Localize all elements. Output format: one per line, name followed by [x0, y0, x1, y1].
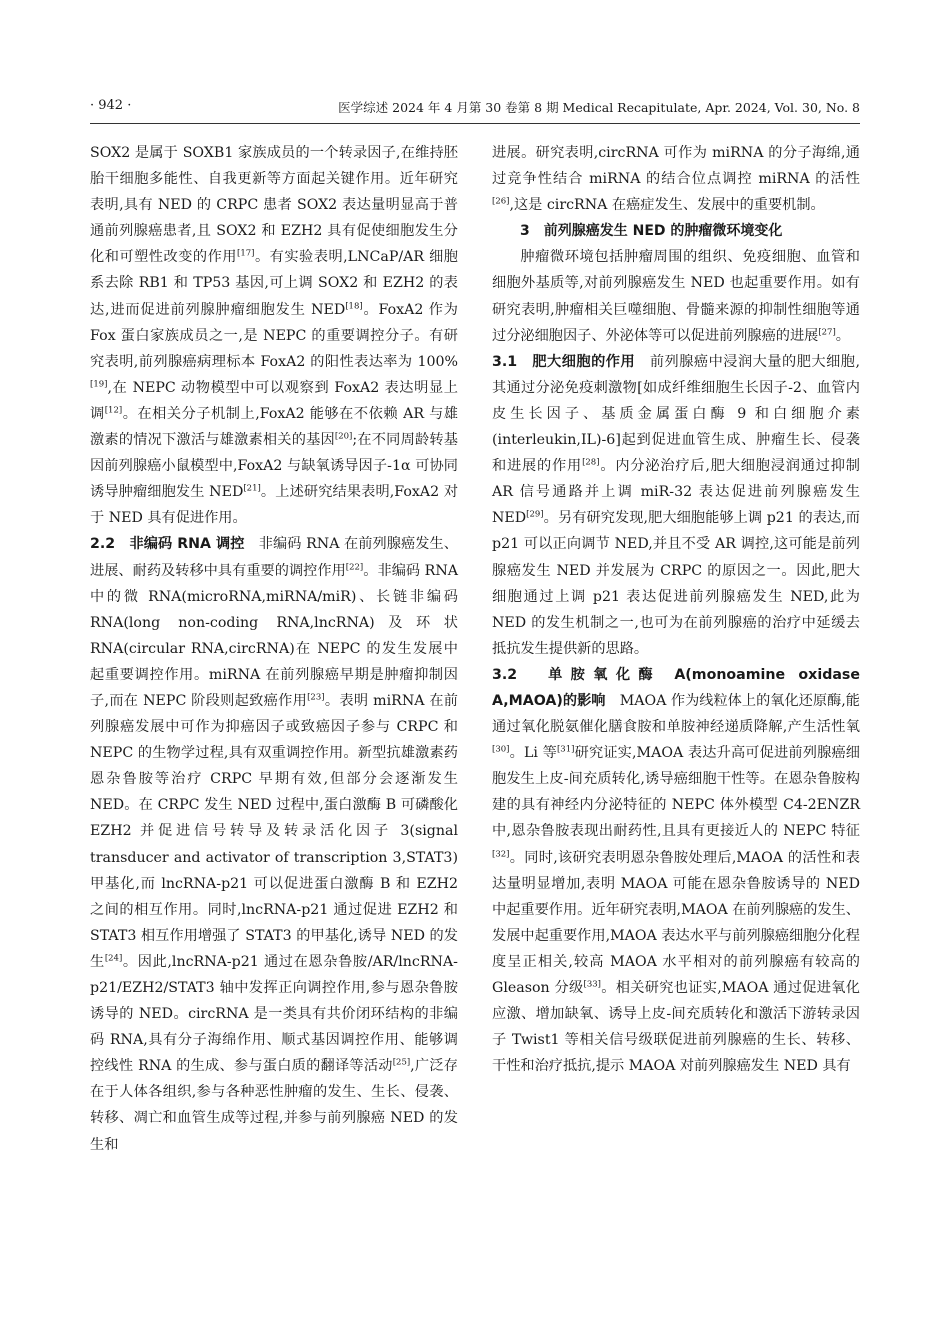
running-header: [90, 98, 860, 120]
section-3-1-mast-cells: 3.1 肥大细胞的作用 前列腺癌中浸润大量的肥大细胞,其通过分泌免疫刺激物[如成纤维细胞生长因子-2、血管内皮生长因子、基质金属蛋白酶 9 和白细胞介素(interleukin,IL)-6]起到促进血管生成、肿瘤生长、侵袭和进展的作用[28]。内分泌治疗后,肥大细胞浸润通过抑制 AR 信号通路并上调 miR-32 表达促进前列腺癌发生 NED[29]。另有研究发现,肥大细胞能够上调 p21 的表达,而 p21 可以正向调节 NED,并且不受 AR 调控,这可能是前列腺癌发生 NED 并发展为 CRPC 的原因之一。因此,肥大细胞通过上调 p21 表达促进前列腺癌发生 NED,此为 NED 的发生机制之一,也可为在前列腺癌的治疗中延缓去抵抗发生提供新的思路。: [492, 353, 860, 657]
citation-ref: [23]: [307, 692, 325, 703]
citation-ref: [21]: [243, 483, 261, 494]
citation-ref: [33]: [583, 979, 601, 990]
citation-ref: [17]: [237, 248, 255, 259]
citation-ref: [30]: [492, 744, 510, 755]
citation-ref: [22]: [345, 561, 364, 572]
citation-ref: [20]: [334, 431, 353, 442]
paragraph-tumor-microenvironment: 肿瘤微环境包括肿瘤周围的组织、免疫细胞、血管和细胞外基质等,对前列腺癌发生 NED 也起重要作用。如有研究表明,肿瘤相关巨噬细胞、骨髓来源的抑制性细胞等通过分泌细胞因子、外泌体等可以促进前列腺癌的进展[27]。: [492, 249, 860, 344]
section-heading-3-1: 3.1 肥大细胞的作用: [492, 353, 636, 370]
section-3-2-maoa: 3.2 单胺氧化酶 A(monoamine oxidase A,MAOA)的影响 MAOA 作为线粒体上的氧化还原酶,能通过氧化脱氨催化膳食胺和单胺神经递质降解,产生活性氧[30]。Li 等[31]研究证实,MAOA 表达升高可促进前列腺癌细胞发生上皮-间充质转化,诱导癌细胞干性等。在恩杂鲁胺构建的具有神经内分泌特征的 NEPC 体外模型 C4-2ENZR 中,恩杂鲁胺表现出耐药性,且具有更接近人的 NEPC 特征[32]。同时,该研究表明恩杂鲁胺处理后,MAOA 的活性和表达量明显增加,表明 MAOA 可能在恩杂鲁胺诱导的 NED 中起重要作用。近年研究表明,MAOA 在前列腺癌的发生、发展中起重要作用,MAOA 表达水平与前列腺癌细胞分化程度呈正相关,较高 MAOA 水平相对的前列腺癌有较高的 Gleason 分级[33]。相关研究也证实,MAOA 通过促进氧化应激、增加缺氧、诱导上皮-间充质转化和激活下游转录因子 Twist1 等相关信号级联促进前列腺癌的生长、转移、干性和治疗抵抗,提示 MAOA 对前列腺癌发生 NED 具有: [492, 666, 860, 1075]
section-2-2-noncoding-rna: 2.2 非编码 RNA 调控 非编码 RNA 在前列腺癌发生、进展、耐药及转移中具有重要的调控作用[22]。非编码 RNA 中的微 RNA(microRNA,miRNA/miR)、长链非编码 RNA(long non-coding RNA,lncRNA)及环状 RNA(circular RNA,circRNA)在 NEPC 的发生发展中起重要调控作用。miRNA 在前列腺癌早期是肿瘤抑制因子,而在 NEPC 阶段则起致癌作用[23]。表明 miRNA 在前列腺癌发展中可作为抑癌因子或致癌因子参与 CRPC 和 NEPC 的生物学过程,具有双重调控作用。新型抗雄激素药恩杂鲁胺等治疗 CRPC 早期有效,但部分会逐渐发生 NED。在 CRPC 发生 NED 过程中,蛋白激酶 B 可磷酸化 EZH2 并促进信号转导及转录活化因子 3(signal transducer and activator of transcription 3,STAT3)甲基化,而 lncRNA-p21 可以促进蛋白激酶 B 和 EZH2 之间的相互作用。同时,lncRNA-p21 通过促进 EZH2 和 STAT3 相互作用增强了 STAT3 的甲基化,诱导 NED 的发生[24]。因此,lncRNA-p21 通过在恩杂鲁胺/AR/lncRNA-p21/EZH2/STAT3 轴中发挥正向调控作用,参与恩杂鲁胺诱导的 NED。circRNA 是一类具有共价闭环结构的非编码 RNA,具有分子海绵作用、顺式基因调控作用、能够调控线性 RNA 的生成、参与蛋白质的翻译等活动[25],广泛存在于人体各组织,参与各种恶性肿瘤的发生、生长、侵袭、转移、凋亡和血管生成等过程,并参与前列腺癌 NED 的发生和: [90, 536, 458, 1153]
citation-ref: [26]: [492, 196, 510, 207]
section-heading-3-2: 3.2 单胺氧化酶 A(monoamine oxidase A,MAOA)的影响: [492, 666, 860, 709]
citation-ref: [32]: [492, 848, 510, 859]
right-column: [492, 140, 860, 1079]
section-heading-2-2: 2.2 非编码 RNA 调控: [90, 536, 245, 553]
journal-citation: 医学综述 2024 年 4 月第 30 卷第 8 期 Medical Recapitulate, Apr. 2024, Vol. 30, No. 8: [338, 100, 860, 115]
citation-ref: [29]: [526, 509, 544, 520]
left-column: [90, 140, 458, 1158]
citation-ref: [12]: [104, 405, 123, 416]
header-rule: [90, 123, 860, 124]
citation-ref: [31]: [556, 744, 575, 755]
page-number: · 942 ·: [90, 98, 132, 113]
section-heading-3: 3 前列腺癌发生 NED 的肿瘤微环境变化: [520, 223, 783, 240]
paragraph-sox2-foxa2: SOX2 是属于 SOXB1 家族成员的一个转录因子,在维持胚胎干细胞多能性、自我更新等方面起关键作用。近年研究表明,具有 NED 的 CRPC 患者 SOX2 表达量明显高于普通前列腺癌患者,且 SOX2 和 EZH2 具有促使细胞发生分化和可塑性改变的作用[17]。有实验表明,LNCaP/AR 细胞系去除 RB1 和 TP53 基因,可上调 SOX2 和 EZH2 的表达,进而促进前列腺肿瘤细胞发生 NED[18]。FoxA2 作为 Fox 蛋白家族成员之一,是 NEPC 的重要调控分子。有研究表明,前列腺癌病理标本 FoxA2 的阳性表达率为 100%[19],在 NEPC 动物模型中可以观察到 FoxA2 表达明显上调[12]。在相关分子机制上,FoxA2 能够在不依赖 AR 与雄激素的情况下激活与雄激素相关的基因[20];在不同周龄转基因前列腺癌小鼠模型中,FoxA2 与缺氧诱导因子-1α 可协同诱导肿瘤细胞发生 NED[21]。上述研究结果表明,FoxA2 对于 NED 具有促进作用。: [90, 145, 459, 527]
citation-ref: [28]: [582, 457, 600, 468]
citation-ref: [24]: [104, 953, 123, 964]
paragraph-circrna-continued: 进展。研究表明,circRNA 可作为 miRNA 的分子海绵,通过竞争性结合 miRNA 的结合位点调控 miRNA 的活性[26],这是 circRNA 在癌症发生、发展中的重要机制。: [492, 145, 860, 214]
citation-ref: [19]: [90, 379, 108, 390]
citation-ref: [27]: [818, 326, 836, 337]
citation-ref: [18]: [345, 300, 363, 311]
citation-ref: [25]: [392, 1057, 411, 1068]
